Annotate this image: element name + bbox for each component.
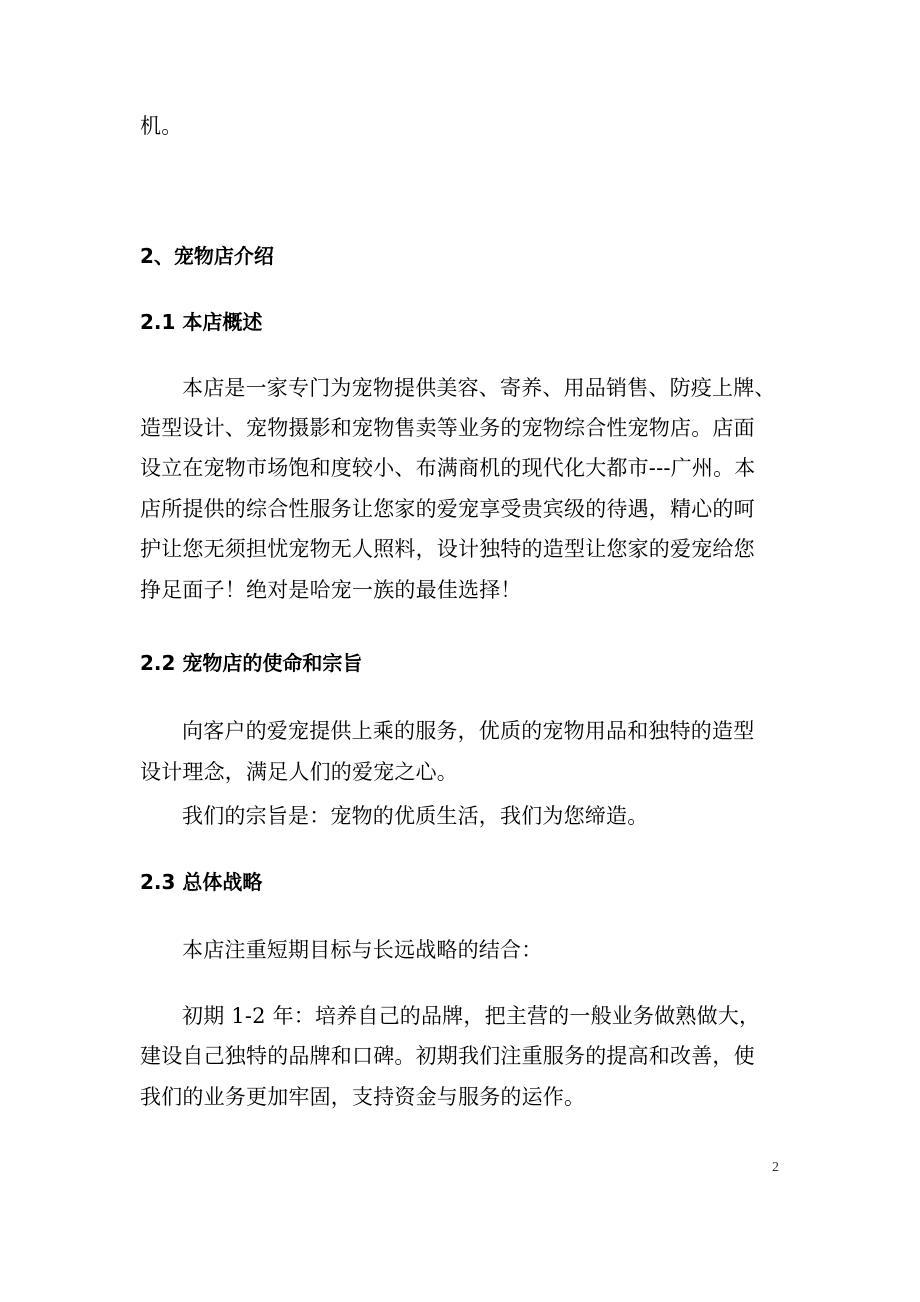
paragraph-line: 护让您无须担忧宠物无人照料，设计独特的造型让您家的爱宠给您 [140,537,755,561]
section-heading-2-2: 2.2 宠物店的使命和宗旨 [140,651,363,675]
paragraph-line: 设计理念，满足人们的爱宠之心。 [140,760,458,784]
paragraph-line: 造型设计、宠物摄影和宠物售卖等业务的宠物综合性宠物店。店面 [140,416,755,440]
carryover-text: 机。 [140,114,183,138]
section-heading-2-1: 2.1 本店概述 [140,310,263,334]
paragraph-line: 设立在宠物市场饱和度较小、布满商机的现代化大都市---广州。本 [140,456,756,480]
paragraph-line: 本店注重短期目标与长远战略的结合： [182,938,543,962]
paragraph-line: 建设自己独特的品牌和口碑。初期我们注重服务的提高和改善，使 [140,1044,755,1068]
section-heading-2: 2、宠物店介绍 [140,244,274,268]
section-heading-2-3: 2.3 总体战略 [140,870,263,894]
paragraph-line: 向客户的爱宠提供上乘的服务，优质的宠物用品和独特的造型 [182,719,755,743]
paragraph-line: 挣足面子！绝对是哈宠一族的最佳选择！ [140,578,522,602]
paragraph-line: 本店是一家专门为宠物提供美容、寄养、用品销售、防疫上牌、 [182,376,776,400]
paragraph-line: 我们的宗旨是：宠物的优质生活，我们为您缔造。 [182,804,649,828]
page-number: 2 [772,1160,779,1175]
paragraph-line: 我们的业务更加牢固，支持资金与服务的运作。 [140,1085,586,1109]
paragraph-line: 初期 1-2 年：培养自己的品牌，把主营的一般业务做熟做大， [182,1004,761,1028]
paragraph-line: 店所提供的综合性服务让您家的爱宠享受贵宾级的待遇，精心的呵 [140,497,755,521]
